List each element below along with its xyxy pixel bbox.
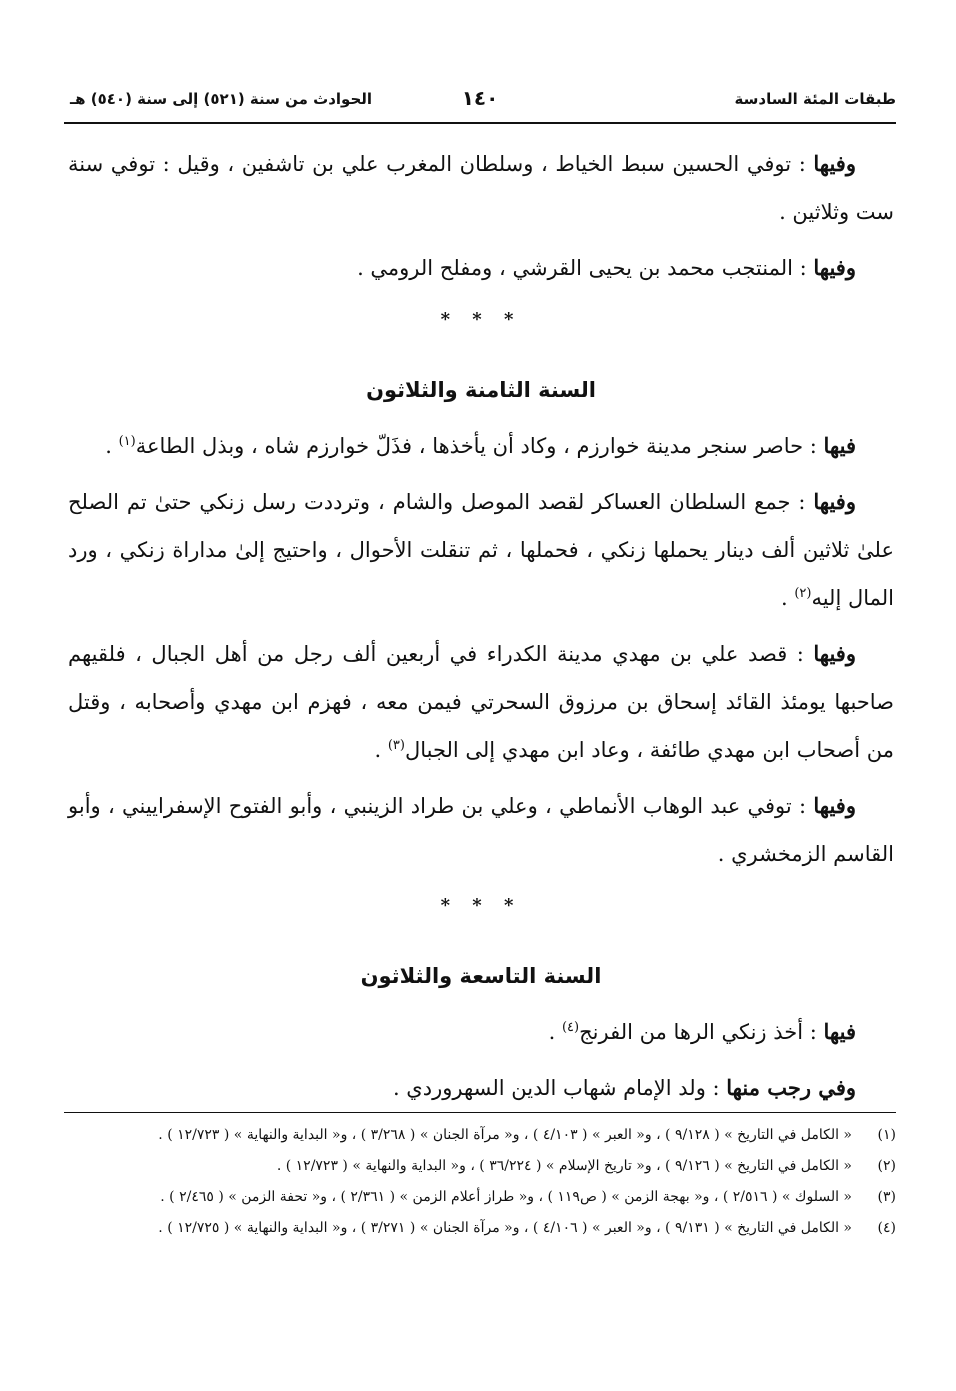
footnote xyxy=(64,1184,896,1211)
paragraph-end: . xyxy=(780,586,795,610)
paragraph xyxy=(68,1064,894,1112)
paragraph xyxy=(68,630,894,774)
section-title: السنة التاسعة والثلاثون xyxy=(360,964,602,988)
paragraph-lead: وفيها xyxy=(813,641,856,666)
section-title: السنة الثامنة والثلاثون xyxy=(366,378,596,402)
paragraph-lead: فيها xyxy=(823,433,856,458)
footnote xyxy=(64,1215,896,1242)
paragraph-lead: وفيها xyxy=(813,151,856,176)
footnote-reference[interactable]: (٣) xyxy=(387,738,405,753)
footnote-number: (٤) xyxy=(877,1220,896,1236)
footnote-number: (١) xyxy=(877,1127,896,1143)
footnote-reference[interactable]: (٢) xyxy=(794,586,812,601)
footnote-divider xyxy=(64,1112,896,1113)
footnote-text: « الكامل في التاريخ » ( ٩/١٢٦ ) ، و« تاريخ الإسلام » ( ٣٦/٢٢٤ ) ، و« البداية والنهاية » ( ١٢/٧٢٣ ) . xyxy=(276,1158,852,1174)
paragraph-text: : توفي عبد الوهاب الأنماطي ، وعلي بن طراد الزينبي ، وأبو الفتوح الإسفراييني ، وأبو القاسم الزمخشري . xyxy=(68,794,894,866)
paragraph-lead: وفيها xyxy=(813,255,856,280)
paragraph xyxy=(68,244,894,292)
footnote-reference[interactable]: (٤) xyxy=(561,1020,580,1035)
paragraph-text: : توفي الحسين سبط الخياط ، وسلطان المغرب علي بن تاشفين ، وقيل : توفي سنة ست وثلاثين . xyxy=(68,152,894,224)
footnote-text: « السلوك » ( ٢/٥١٦ ) ، و« بهجة الزمن » ( ص١١٩ ) ، و« طراز أعلام الزمن » ( ٢/٣٦١ ) ، و« تحفة الزمن » ( ٢/٤٦٥ ) . xyxy=(160,1189,852,1205)
footnote xyxy=(64,1153,896,1180)
paragraph-end: . xyxy=(548,1020,562,1044)
header-book-title: طبقات المئة السادسة xyxy=(734,90,896,108)
footnote-reference[interactable]: (١) xyxy=(118,434,136,449)
section-separator: * * * xyxy=(440,309,522,330)
paragraph-end: . xyxy=(105,434,119,458)
paragraph xyxy=(68,1008,894,1056)
paragraph xyxy=(68,140,894,236)
page-number: ١٤٠ xyxy=(461,86,499,110)
paragraph-text: : المنتجب محمد بن يحيى القرشي ، ومفلح الرومي . xyxy=(357,256,814,280)
paragraph-text: : حاصر سنجر مدينة خوارزم ، وكاد أن يأخذها ، فذَلّ خوارزم شاه ، وبذل الطاعة xyxy=(135,434,824,458)
main-text xyxy=(68,140,894,1120)
paragraph xyxy=(68,422,894,470)
paragraph-end: . xyxy=(374,738,388,762)
section-separator: * * * xyxy=(440,895,522,916)
paragraph-text: : أخذ زنكي الرها من الفرنج xyxy=(579,1020,824,1044)
footnote-number: (٢) xyxy=(877,1158,896,1174)
header-divider xyxy=(64,122,896,124)
paragraph-lead: وفي رجب منها xyxy=(726,1075,856,1100)
paragraph-text: : جمع السلطان العساكر لقصد الموصل والشام ، وترددت رسل زنكي حتىٰ تم الصلح علىٰ ثلاثين ألف دينار يحملها زنكي ، فحملها ، ثم تنقلت الأحوال ، واحتيج إلىٰ مداراة زنكي ، ورد المال إليه xyxy=(68,490,894,610)
paragraph-text: : قصد علي بن مهدي مدينة الكدراء في أربعين ألف رجل من أهل الجبال ، فلقيهم صاحبها يومئذ القائد إسحاق بن مرزوق السحرتي فيمن معه ، فهزم ابن مهدي وأصحابه ، وقتل من أصحاب ابن مهدي طائفة ، وعاد ابن مهدي إلى الجبال xyxy=(68,642,894,762)
paragraph-lead: فيها xyxy=(823,1019,856,1044)
running-header xyxy=(64,86,896,114)
header-section-title: الحوادث من سنة (٥٢١) إلى سنة (٥٤٠) هـ xyxy=(70,90,373,108)
footnote xyxy=(64,1122,896,1149)
paragraph xyxy=(68,782,894,878)
footnote-text: « الكامل في التاريخ » ( ٩/١٣١ ) ، و« العبر » ( ٤/١٠٦ ) ، و« مرآة الجنان » ( ٣/٢٧١ ) ، و« البداية والنهاية » ( ١٢/٧٢٥ ) . xyxy=(158,1220,852,1236)
paragraph-lead: وفيها xyxy=(813,489,856,514)
paragraph-text: : ولد الإمام شهاب الدين السهروردي . xyxy=(392,1076,727,1100)
footnote-text: « الكامل في التاريخ » ( ٩/١٢٨ ) ، و« العبر » ( ٤/١٠٣ ) ، و« مرآة الجنان » ( ٣/٢٦٨ ) ، و« البداية والنهاية » ( ١٢/٧٢٣ ) . xyxy=(158,1127,852,1143)
paragraph xyxy=(68,478,894,622)
footnote-number: (٣) xyxy=(877,1189,896,1205)
paragraph-lead: وفيها xyxy=(813,793,856,818)
footnotes xyxy=(64,1122,896,1246)
